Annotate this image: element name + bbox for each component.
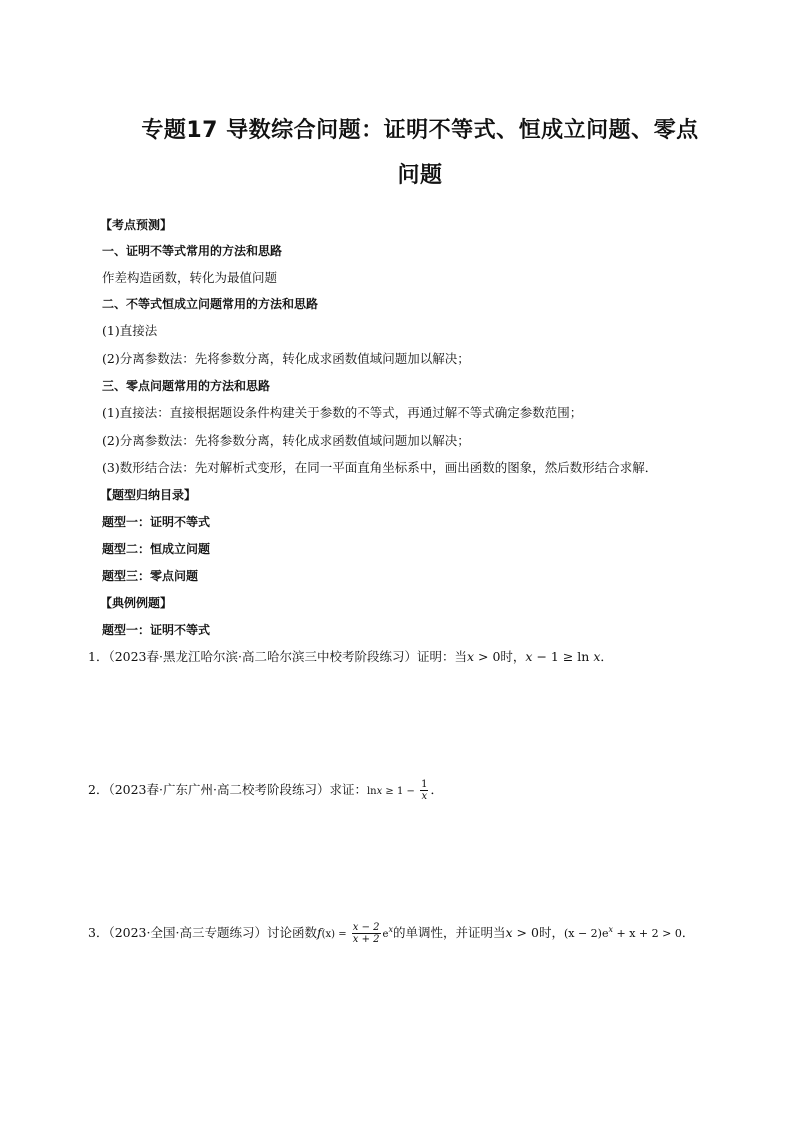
kaodian-header: 【考点预测】 bbox=[100, 218, 173, 232]
math-var: x bbox=[525, 649, 533, 664]
math-expr: − 1 ≥ ln bbox=[532, 649, 594, 664]
math-var: f bbox=[316, 925, 322, 941]
question-2-prefix: 2．（2023春·广东广州·高二校考阶段练习）求证： bbox=[88, 782, 367, 797]
page-title-line2: 问题 bbox=[397, 163, 443, 188]
section1-text: 作差构造函数，转化为最值问题 bbox=[102, 270, 278, 285]
question-1-mid: 时， bbox=[500, 649, 526, 664]
section1-title: 一、证明不等式常用的方法和思路 bbox=[102, 244, 283, 258]
fraction bbox=[420, 779, 428, 802]
math-sup: x bbox=[388, 925, 393, 934]
section3-item3: (3)数形结合法：先对解析式变形，在同一平面直角坐标系中，画出函数的图象，然后数形结合求解． bbox=[102, 460, 658, 475]
mulu-item3: 题型三：零点问题 bbox=[102, 569, 199, 583]
question-3 bbox=[88, 918, 694, 947]
math-expr: (x − 2)e bbox=[563, 927, 609, 941]
section2-item1: (1)直接法 bbox=[102, 323, 158, 338]
math-var: x bbox=[505, 925, 513, 941]
fraction-denominator: x + 2 bbox=[352, 934, 380, 946]
math-expr: e bbox=[382, 929, 389, 941]
fraction-numerator: 1 bbox=[421, 779, 428, 790]
question-3-end: ． bbox=[681, 925, 695, 941]
question-3-mid2: 时， bbox=[538, 925, 564, 941]
fraction-denominator: x bbox=[421, 791, 428, 802]
question-3-mid: 的单调性，并证明当 bbox=[392, 925, 506, 941]
math-var: x bbox=[466, 649, 475, 664]
dianli-header: 【典例例题】 bbox=[100, 596, 173, 610]
dianli-type1: 题型一：证明不等式 bbox=[102, 623, 211, 637]
math-var: x bbox=[376, 786, 383, 797]
math-expr: ln bbox=[366, 786, 377, 797]
math-expr: > 0 bbox=[474, 649, 501, 664]
section2-title: 二、不等式恒成立问题常用的方法和思路 bbox=[102, 297, 319, 311]
math-expr: > 0 bbox=[512, 925, 539, 941]
fraction-numerator: x − 2 bbox=[352, 922, 380, 934]
math-var: x bbox=[593, 649, 601, 664]
section2-item2: (2)分离参数法：先将参数分离，转化成求函数值域问题加以解决； bbox=[102, 351, 470, 366]
question-2 bbox=[88, 778, 443, 804]
math-expr: + x + 2 > 0 bbox=[612, 927, 682, 941]
section3-item2: (2)分离参数法：先将参数分离，转化成求函数值域问题加以解决； bbox=[102, 433, 470, 448]
question-3-prefix: 3．（2023·全国·高三专题练习）讨论函数 bbox=[88, 925, 317, 941]
math-expr: ≥ 1 − bbox=[382, 786, 419, 797]
question-1 bbox=[88, 648, 613, 666]
fraction bbox=[352, 922, 381, 945]
question-2-end: ． bbox=[430, 782, 443, 797]
math-sup: x bbox=[608, 925, 613, 934]
math-expr: (x) = bbox=[321, 929, 350, 941]
question-1-prefix: 1．（2023春·黑龙江哈尔滨·高二哈尔滨三中校考阶段练习）证明：当 bbox=[88, 649, 467, 664]
section3-title: 三、零点问题常用的方法和思路 bbox=[102, 379, 271, 393]
mulu-item2: 题型二：恒成立问题 bbox=[102, 542, 211, 556]
page-title-line1: 专题17 导数综合问题：证明不等式、恒成立问题、零点 bbox=[141, 118, 699, 143]
mulu-item1: 题型一：证明不等式 bbox=[102, 515, 211, 529]
mulu-header: 【题型归纳目录】 bbox=[100, 488, 197, 502]
question-1-end: ． bbox=[600, 649, 613, 664]
section3-item1: (1)直接法：直接根据题设条件构建关于参数的不等式，再通过解不等式确定参数范围； bbox=[102, 405, 583, 420]
